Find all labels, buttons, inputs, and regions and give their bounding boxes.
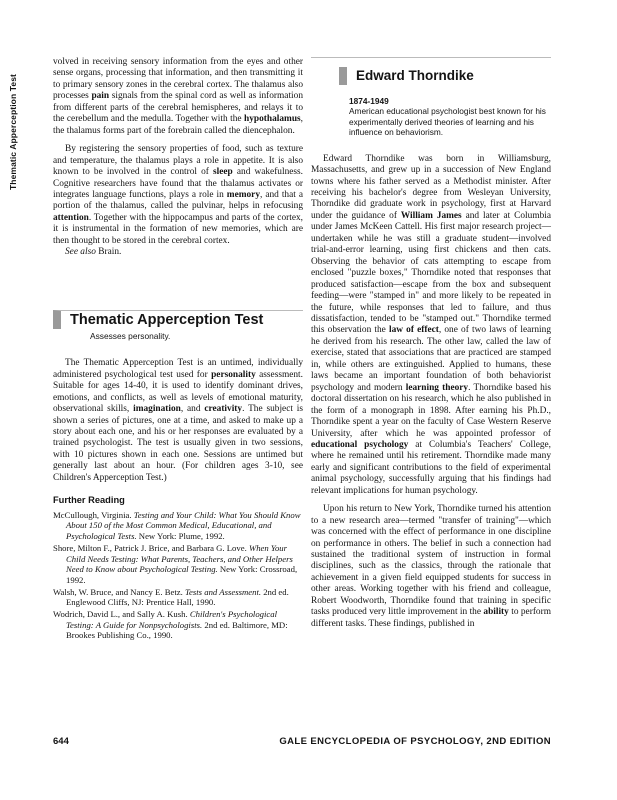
see-also-label: See also: [65, 247, 96, 258]
tat-entry-subtitle: Assesses personality.: [90, 330, 171, 341]
thorndike-years: 1874-1949: [349, 96, 389, 106]
thalamus-paragraph-2: By registering the sensory properties of food, such as texture and temperature, the thalamus plays a role in appetite. It is also known to be involved in the control of sleep and wakefulness. Cognitive researchers have found that the thalamus activates or integrates language functions, plays a role in memory, and that a portion of the thalamus, called the pulvinar, helps in refocusing attention. Together with the hippocampus and parts of the cortex, it is instrumental in the formation of new memories, which are then thought to be stored in the cerebral cortex.: [53, 144, 303, 246]
reference-authors: Shore, Milton F., Patrick J. Brice, and Barbara G. Love.: [53, 542, 247, 553]
page-footer: [53, 736, 551, 750]
entry-rule: [311, 57, 551, 58]
reference-title: Children's Psychological Testing: A Guide for Nonpsychologists.: [66, 609, 278, 630]
thorndike-meta: [349, 96, 551, 138]
reference-publication: New York: Crossroad, 1992.: [66, 564, 298, 585]
spacer: [53, 341, 303, 358]
see-also-link[interactable]: Brain.: [98, 247, 122, 258]
reference-authors: Wodrich, David L., and Sally A. Kush.: [53, 609, 188, 620]
thorndike-descriptor: American educational psychologist best known for his experimentally derived theories of learning and his influence on behaviorism.: [349, 106, 546, 138]
reference-item: [53, 543, 303, 586]
see-also-line: [53, 247, 303, 258]
reference-authors: McCullough, Virginia.: [53, 509, 132, 520]
right-column: [311, 57, 551, 630]
reference-publication: 2nd ed. Baltimore, MD: Brookes Publishing Co., 1990.: [66, 619, 288, 641]
further-reading-heading: Further Reading: [53, 495, 125, 506]
spacer: [311, 138, 551, 154]
reference-authors: Walsh, W. Bruce, and Nancy E. Betz.: [53, 586, 183, 597]
spacer: [53, 259, 303, 299]
page-number: 644: [53, 736, 69, 747]
reference-item: [53, 609, 303, 641]
tat-entry-title: Thematic Apperception Test: [53, 310, 303, 329]
thorndike-entry-title: Edward Thorndike: [339, 67, 551, 85]
thorndike-paragraph-1: Edward Thorndike was born in Williamsburg, Massachusetts, and grew up in a succession of New England towns where his father served as a Methodist minister. After receiving his bachelor's degree from Wesleyan University, Thorndike did graduate work in psychology, first at Harvard under the guidance of William James and later at Columbia under James McKeen Cattell. His first major research project—undertaken while he was still a graduate student—involved trial-and-error learning, using first chickens and then cats. Observing the behavior of cats attempting to escape from enclosed "puzzle boxes," Thorndike noted that responses that produced satisfaction—escape from the box and subsequent feeding—were "stamped in" and more likely to be repeated in the future, while responses that led to failure, and thus dissatisfaction, tended to be "stamped out." Thorndike termed this observation the law of effect, one of two laws of learning he derived from his research. The other law, called the law of exercise, stated that associations that are practiced are stamped in, while others are extinguished. Applied to humans, these laws became an important foundation of both behaviorist psychology and modern learning theory. Thorndike based his doctoral dissertation on his research, which he also published in the form of a monograph in 1898. After earning his Ph.D., Thorndike spent a year on the faculty of Case Western Reserve University, after which he was appointed professor of educational psychology at Columbia's Teachers' College, where he remained until his retirement. Thorndike made many early and significant contributions to the field of experimental animal psychology, successfully arguing that his findings had relevant implications for human psychology.: [311, 153, 552, 496]
tat-paragraph: The Thematic Apperception Test is an untimed, individually administered psychological test used for personality assessment. Suitable for ages 14-40, it is used to identify dominant drives, emotions, and conflicts, as well as levels of emotional maturity, observational skills, imagination, and creativity. The subject is shown a series of pictures, one at a time, and asked to make up a story about each one, and his or her responses are evaluated by a trained psychologist. The test is usually given in two sessions, with 10 pictures shown in each one. Sessions are untimed but generally last about an hour. (For children ages 3-10, see Children's Apperception Test.): [53, 358, 304, 483]
reference-publication: 2nd ed. Englewood Cliffs, NJ: Prentice Hall, 1990.: [66, 586, 289, 608]
running-head: Thematic Apperception Test: [8, 74, 18, 190]
publication-title: GALE ENCYCLOPEDIA OF PSYCHOLOGY, 2ND EDITION: [279, 736, 551, 747]
reference-title: Tests and Assessment.: [185, 586, 262, 597]
thorndike-paragraph-2: Upon his return to New York, Thorndike turned his attention to a new research area—termed "transfer of training"—which was concerned with the effect of performance in one discipline on performance in others. The belief in such a connection had sustained the traditional system of instruction in formal disciplines, such as the classics, through the rationale that achievement in a given field equipped students for success in other areas. Working together with his friend and colleague, Robert Woodworth, Thorndike found that training in specific tasks produced very little improvement in the ability to perform different tasks. These findings, published in: [311, 504, 551, 629]
reference-item: [53, 587, 303, 608]
reference-title: When Your Child Needs Testing: What Parents, Teachers, and Other Helpers Need to Know about Psychological Testing.: [66, 542, 293, 575]
left-column: [53, 57, 303, 642]
reference-title: Testing and Your Child: What You Should Know About 150 of the Most Common Medical, Educational, and Psychological Tests.: [66, 509, 301, 542]
reference-publication: New York: Plume, 1992.: [138, 531, 225, 542]
thalamus-paragraph-1: volved in receiving sensory information from the eyes and other sense organs, processing that information, and then transmitting it to primary sensory zones in the cerebral cortex. The thalamus also processes pain signals from the spinal cord as well as information from different parts of the cerebral hemispheres, and relays it to the cerebellum and the medulla. Together with the hypothalamus, the thalamus forms part of the forebrain called the diencephalon.: [53, 57, 303, 136]
reference-item: [53, 510, 303, 542]
